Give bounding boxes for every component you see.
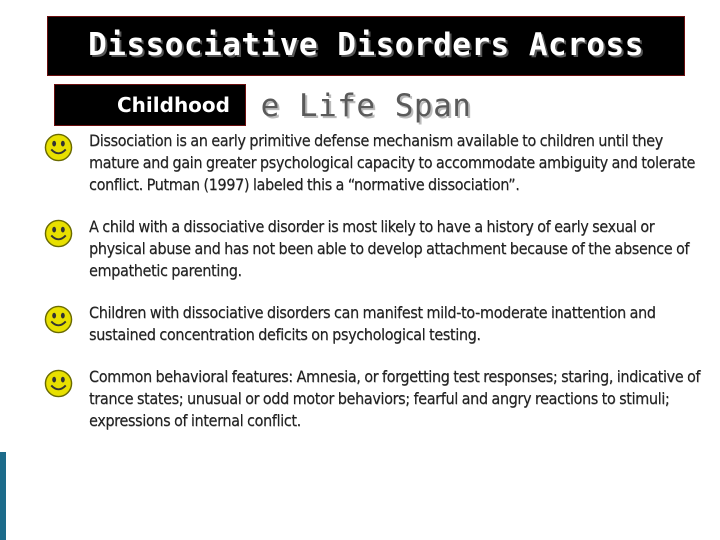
- slide-title-banner: [47, 16, 685, 76]
- bullet-text: Dissociation is an early primitive defense mechanism available to children until they mature and gain greater psychological capacity to accommodate ambiguity and tolerate conflict. Putman (1997) labeled this a “normative dissociation”.: [89, 131, 695, 194]
- slide-title-line1: Dissociative Disorders Across: [88, 27, 644, 63]
- smiley-icon: [44, 369, 73, 398]
- smiley-icon: [44, 305, 73, 334]
- bullet-text: A child with a dissociative disorder is most likely to have a history of early sexual or physical abuse and has not been able to develop attachment because of the absence of empathetic parenting.: [89, 217, 690, 280]
- smiley-icon: [44, 219, 73, 248]
- slide-title-line2: e Life Span: [260, 88, 472, 124]
- bullet-item: [42, 130, 710, 196]
- bullet-text: Common behavioral features: Amnesia, or forgetting test responses; staring, indicative of trance states; unusual or odd motor behaviors; fearful and angry reactions to stimuli; expressions of internal conflict.: [89, 367, 701, 430]
- smiley-icon: [44, 133, 73, 162]
- bullet-item: [42, 366, 710, 432]
- bullet-item: [42, 302, 710, 346]
- childhood-tab: Childhood: [54, 84, 246, 126]
- accent-bar: [0, 452, 6, 540]
- bullet-list: [42, 130, 710, 451]
- bullet-item: [42, 216, 710, 282]
- bullet-text: Children with dissociative disorders can manifest mild-to-moderate inattention and sustained concentration deficits on psychological testing.: [89, 303, 656, 344]
